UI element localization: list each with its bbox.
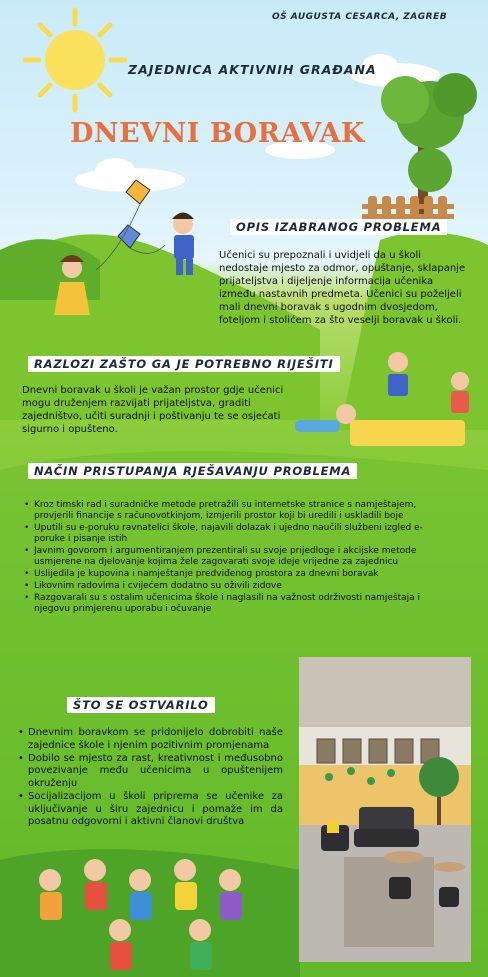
poster-title: DNEVNI BORAVAK	[70, 118, 365, 149]
list-item: • Uslijedila je kupovina i namještanje predviđenog prostora za dnevni boravak	[24, 569, 429, 580]
school-name: OŠ AUGUSTA CESARCA, ZAGREB	[272, 12, 448, 22]
achieved-list	[18, 727, 283, 829]
approach-heading: NAČIN PRISTUPANJA RJEŠAVANJU PROBLEMA	[28, 463, 357, 479]
reasons-text: Dnevni boravak u školi je važan prostor gdje učenici mogu druženjem razvijati prijateljstva, graditi zajedništvo, učiti suradnji i poštivanju te se osjećati sigurno i opušteno.	[22, 385, 284, 435]
problem-text: Učenici su prepoznali i uvidjeli da u školi nedostaje mjesto za odmor, opuštanje, sklapanje prijateljstva i dijeljenje informacija učenika između nastavnih predmeta. Učenici su poželjeli mali dnevni boravak s ugodnim dvosjedom, foteljom i stolićem za što veselji boravak u školi.	[219, 250, 466, 326]
list-item: • Razgovarali su s ostalim učenicima škole i naglasili na važnost održivosti namještaja i njegovu primjerenu uporabu i očuvanje	[24, 593, 429, 616]
living-room-photo	[299, 657, 471, 962]
list-item: • Dnevnim boravkom se pridonijelo dobrobiti naše zajednice škole i njenim pozitivnim promjenama	[18, 727, 283, 752]
list-item: • Socijalizacijom u školi priprema se učenike za uključivanje u širu zajednicu i pomaže im da posatnu odgovorni i aktivni članovi društva	[18, 791, 283, 829]
problem-heading: OPIS IZABRANOG PROBLEMA	[230, 219, 447, 235]
achieved-heading: ŠTO SE OSTVARILO	[67, 697, 215, 713]
approach-list	[24, 500, 429, 616]
reasons-heading: RAZLOZI ZAŠTO GA JE POTREBNO RIJEŠITI	[28, 356, 340, 372]
list-item: • Dobilo se mjesto za rast, kreativnost i međusobno povezivanje među učenicima u opuštenijem okruženju	[18, 753, 283, 791]
list-item: • Uputili su e-poruku ravnatelici škole, najavili dolazak i ujedno naučili službeni izgled e-poruke i pisanje istih	[24, 523, 429, 546]
poster-subtitle: ZAJEDNICA AKTIVNIH GRAĐANA	[128, 62, 377, 77]
list-item: • Kroz timski rad i suradničke metode pretražili su internetske stranice s namještajem, provjerili financije s računovotkinjom, izmjerili prostor koji bi uredili i uskladili boje	[24, 500, 429, 523]
list-item: • Likovnim radovima i cvijećem dodatno su oživili zidove	[24, 581, 429, 592]
list-item: • Javnim govorom i argumentiranjem prezentirali su svoje prijedloge i akcijske metode usmjerene na djelovanje kojima žele zagovarati svoje ideje vrijedne za zajednicu	[24, 546, 429, 569]
sun-icon	[25, 10, 125, 110]
